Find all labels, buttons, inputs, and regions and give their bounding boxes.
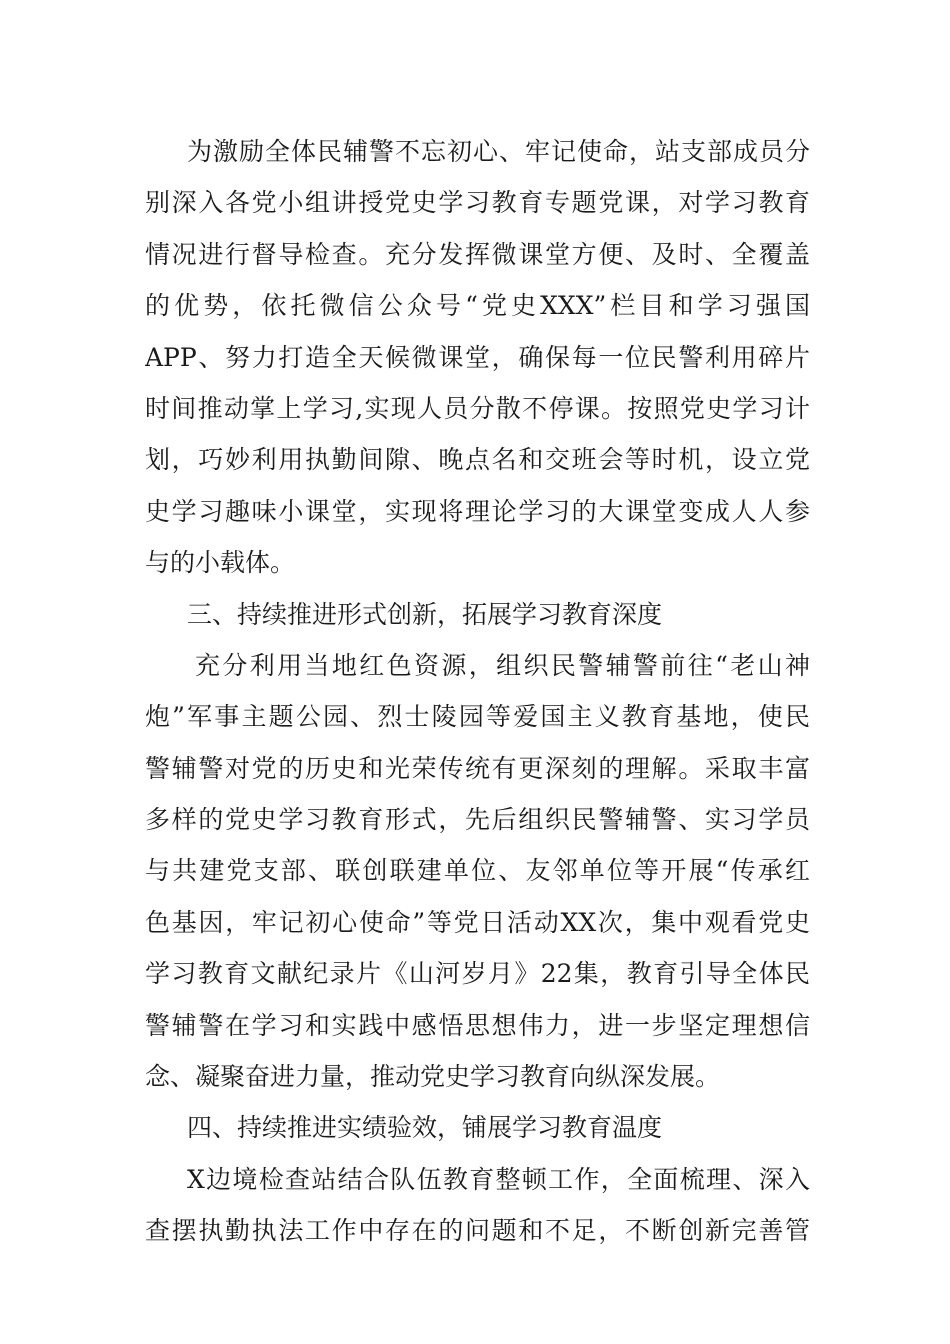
paragraph-line: 与的小载体。 bbox=[145, 548, 296, 578]
paragraph-line: 警辅警对党的历史和光荣传统有更深刻的理解。采取丰富 bbox=[145, 753, 810, 783]
paragraph-line: 别深入各党小组讲授党史学习教育专题党课，对学习教育 bbox=[145, 188, 810, 218]
paragraph-line: 时间推动掌上学习,实现人员分散不停课。按照党史学习计 bbox=[145, 393, 810, 423]
paragraph-line: 炮”军事主题公园、烈士陵园等爱国主义教育基地，使民 bbox=[145, 702, 810, 732]
paragraph-line: 查摆执勤执法工作中存在的问题和不足，不断创新完善管 bbox=[145, 1216, 810, 1246]
paragraph-line: 学习教育文献纪录片《山河岁月》22集，教育引导全体民 bbox=[145, 959, 810, 989]
paragraph-line: 多样的党史学习教育形式，先后组织民警辅警、实习学员 bbox=[145, 805, 810, 835]
paragraph-line: 史学习趣味小课堂，实现将理论学习的大课堂变成人人参 bbox=[145, 496, 810, 526]
paragraph-line: 念、凝聚奋进力量，推动党史学习教育向纵深发展。 bbox=[145, 1062, 721, 1092]
paragraph-line: 划，巧妙利用执勤间隙、晚点名和交班会等时机，设立党 bbox=[145, 445, 810, 475]
paragraph-line: 为激励全体民辅警不忘初心、牢记使命，站支部成员分 bbox=[187, 137, 810, 166]
section-heading-3: 三、持续推进形式创新，拓展学习教育深度 bbox=[187, 599, 663, 629]
paragraph-line: 的优势，依托微信公众号“党史XXX”栏目和学习强国 bbox=[145, 291, 810, 321]
paragraph-line: X边境检查站结合队伍教育整顿工作，全面梳理、深入 bbox=[187, 1164, 810, 1194]
document-body bbox=[145, 126, 810, 1257]
paragraph-line: 与共建党支部、联创联建单位、友邻单位等开展“传承红 bbox=[145, 856, 810, 886]
section-heading-4: 四、持续推进实绩验效，铺展学习教育温度 bbox=[187, 1113, 663, 1143]
paragraph-line: 警辅警在学习和实践中感悟思想伟力，进一步坚定理想信 bbox=[145, 1010, 810, 1040]
paragraph-line: 色基因，牢记初心使命”等党日活动XX次，集中观看党史 bbox=[145, 907, 810, 937]
paragraph-line: 充分利用当地红色资源，组织民警辅警前往“老山神 bbox=[195, 650, 810, 680]
paragraph-line: APP、努力打造全天候微课堂，确保每一位民警利用碎片 bbox=[145, 342, 810, 372]
paragraph-line: 情况进行督导检查。充分发挥微课堂方便、及时、全覆盖 bbox=[145, 239, 810, 269]
